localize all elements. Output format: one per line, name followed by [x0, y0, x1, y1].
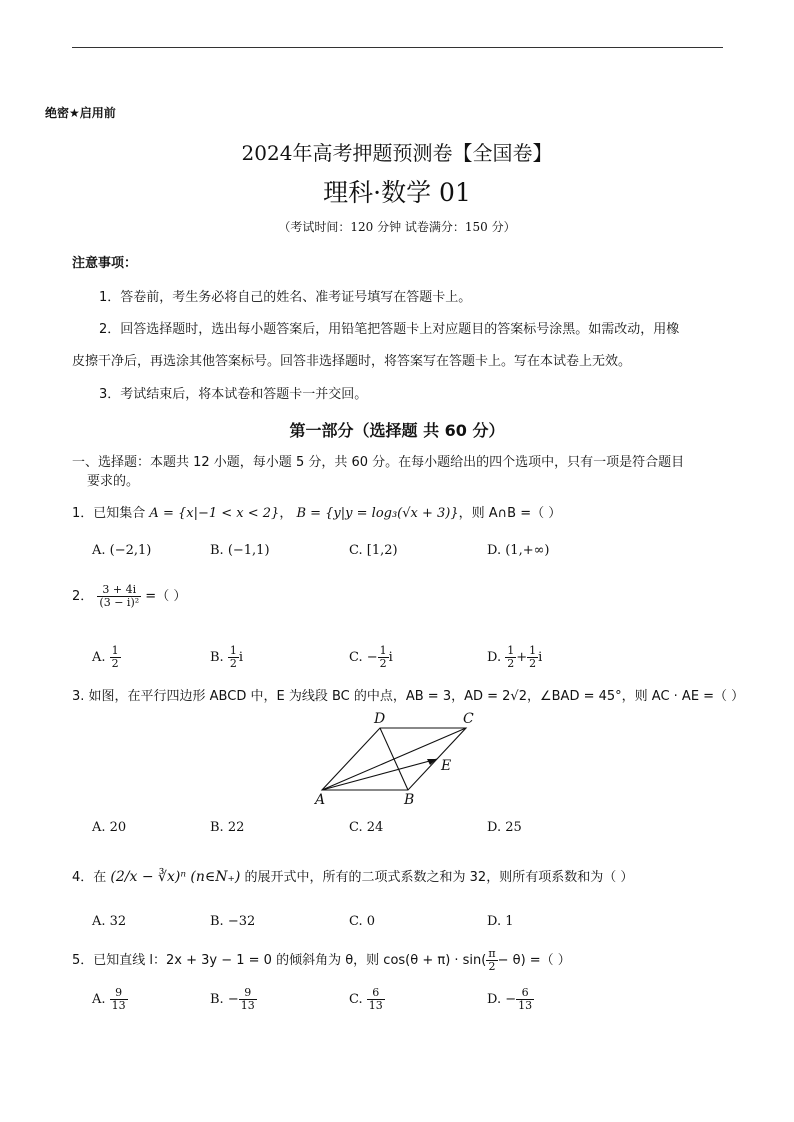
q1-option-a: A. (−2,1): [92, 543, 152, 558]
q5-option-c-frac: [367, 987, 385, 1012]
segment-ae: [322, 759, 437, 790]
notice-title: 注意事项：: [72, 256, 138, 271]
q1-option-b: B. (−1,1): [210, 543, 270, 558]
q5-frac-den: 2: [486, 960, 497, 973]
label-c: C: [463, 711, 474, 727]
q2-frac-den: (3 − i)²: [99, 596, 140, 610]
notice-item-2-cont: 皮擦干净后，再选涂其他答案标号。回答非选择题时，将答案写在答题卡上。写在本试卷上无效。: [72, 354, 632, 369]
q2-c-num: 1: [379, 644, 387, 657]
part-title: 第一部分（选择题 共 60 分）: [289, 421, 505, 440]
q2-suffix: =（ ）: [145, 589, 187, 605]
notice-item-1: 1．答卷前，考生务必将自己的姓名、准考证号填写在答题卡上。: [99, 290, 472, 305]
q2-option-a-frac: [110, 645, 121, 670]
diagonal-bd: [380, 728, 408, 790]
q4-expression: (2/x − ∛x)ⁿ (n∈N₊): [110, 869, 241, 885]
q2-frac-num: 3 + 4i: [102, 583, 137, 596]
q1-prefix: 1．已知集合: [72, 506, 146, 521]
q2-c-i: i: [388, 650, 393, 666]
q4-prefix: 4．在: [72, 870, 107, 885]
q5-b-num: 9: [244, 986, 252, 999]
q2-option-b-label: B.: [210, 650, 224, 666]
question-2-stem: [72, 584, 186, 609]
q2-option-b: [210, 645, 243, 670]
q2-option-a: [92, 645, 121, 670]
q5-option-c-label: C.: [349, 992, 363, 1008]
q5-d-num: 6: [521, 986, 529, 999]
q2-option-c: [349, 645, 393, 670]
q5-b-den: 13: [240, 999, 255, 1013]
q5-option-a-frac: [110, 987, 128, 1012]
question-5-stem: [72, 948, 571, 973]
q2-option-d: D. $\frac{1}{2}$ + $\frac{1}{2}$ i: [487, 644, 543, 671]
q2-d-den1: 2: [507, 657, 515, 671]
notice-item-3: 3．考试结束后，将本试卷和答题卡一并交回。: [99, 387, 368, 402]
q2-b-num: 1: [229, 644, 237, 657]
notice-item-2: 2．回答选择题时，选出每小题答案后，用铅笔把答题卡上对应题目的答案标号涂黑。如需改动，用橡: [99, 322, 680, 337]
q5-option-a: [92, 987, 128, 1012]
q1-option-d: D. (1,+∞): [487, 543, 550, 558]
q2-option-d-label: D.: [487, 650, 502, 666]
header-rule: [72, 47, 723, 48]
q4-suffix: 的展开式中，所有的二项式系数之和为 32，则所有项系数和为（ ）: [244, 870, 634, 885]
q5-frac: [486, 948, 497, 973]
q5-option-a-label: A.: [92, 992, 106, 1008]
q5-option-b: [210, 987, 257, 1012]
label-d: D: [374, 711, 386, 727]
question-1-stem: 1．已知集合 A = {x|−1 < x < 2}， B = {y|y = log₃(√x + 3)}，则 A∩B =（ ）: [72, 506, 562, 521]
q5-suffix: − θ) =（ ）: [497, 953, 571, 969]
q2-option-d-frac2: [527, 645, 538, 670]
parallelogram-figure: [300, 708, 490, 808]
q1-suffix: ，则 A∩B =（ ）: [458, 506, 562, 521]
q2-d-i: i: [538, 650, 543, 666]
q2-d-num2: 1: [529, 644, 537, 657]
question-4-stem: [72, 866, 633, 885]
q4-option-b: B. −32: [210, 914, 256, 929]
exam-subtitle: 理科·数学 01: [323, 178, 471, 207]
q5-c-den: 13: [368, 999, 383, 1013]
q5-option-c: [349, 987, 385, 1012]
q5-d-den: 13: [518, 999, 533, 1013]
q2-option-c-label: C. −: [349, 650, 378, 666]
q5-prefix: 5．已知直线 l：2x + 3y − 1 = 0 的倾斜角为 θ，则 cos(θ + π) · sin(: [72, 953, 487, 969]
section-heading-cont: 要求的。: [87, 474, 140, 489]
label-e: E: [441, 758, 452, 774]
q5-option-d-frac: [516, 987, 534, 1012]
q4-option-d: D. 1: [487, 914, 514, 929]
q5-frac-num: π: [488, 947, 496, 960]
q5-option-b-label: B. −: [210, 992, 239, 1008]
q2-fraction: [97, 584, 141, 609]
q4-option-a: A. 32: [92, 914, 127, 929]
q2-option-c-frac: [378, 645, 389, 670]
q2-c-den: 2: [379, 657, 387, 671]
q2-b-den: 2: [229, 657, 237, 671]
label-a: A: [315, 792, 326, 808]
q2-option-d-frac1: [505, 645, 516, 670]
q5-c-num: 6: [372, 986, 380, 999]
q3-option-d: D. 25: [487, 820, 522, 835]
q2-d-num1: 1: [507, 644, 515, 657]
q4-option-c: C. 0: [349, 914, 376, 929]
q5-option-b-frac: [239, 987, 257, 1012]
q2-a-den: 2: [111, 657, 119, 671]
q2-option-a-label: A.: [92, 650, 106, 666]
q2-b-i: i: [238, 650, 243, 666]
q5-option-d-label: D. −: [487, 992, 517, 1008]
q5-option-d: [487, 987, 534, 1012]
q2-option-b-frac: [228, 645, 239, 670]
q2-prefix: 2．: [72, 589, 94, 605]
q5-a-num: 9: [115, 986, 123, 999]
exam-title: 2024年高考押题预测卷【全国卷】: [241, 141, 553, 165]
question-3-stem: 3. 如图，在平行四边形 ABCD 中，E 为线段 BC 的中点，AB = 3，AD = 2√2，∠BAD = 45°，则 AC · AE =（ ）: [72, 689, 745, 704]
q2-a-num: 1: [111, 644, 119, 657]
q1-option-c: C. [1,2): [349, 543, 398, 558]
q3-option-b: B. 22: [210, 820, 245, 835]
label-b: B: [404, 792, 415, 808]
q3-option-a: A. 20: [92, 820, 127, 835]
exam-info: （考试时间：120 分钟 试卷满分：150 分）: [278, 220, 516, 234]
section-heading: 一、选择题：本题共 12 小题，每小题 5 分，共 60 分。在每小题给出的四个选项中，只有一项是符合题目: [72, 455, 685, 470]
q1-set-b: B = {y|y = log₃(√x + 3)}: [296, 506, 459, 521]
q2-d-den2: 2: [529, 657, 537, 671]
q1-set-a: A = {x|−1 < x < 2}: [149, 506, 280, 521]
secret-label: 绝密★启用前: [45, 106, 116, 120]
q5-a-den: 13: [111, 999, 126, 1013]
q3-option-c: C. 24: [349, 820, 384, 835]
